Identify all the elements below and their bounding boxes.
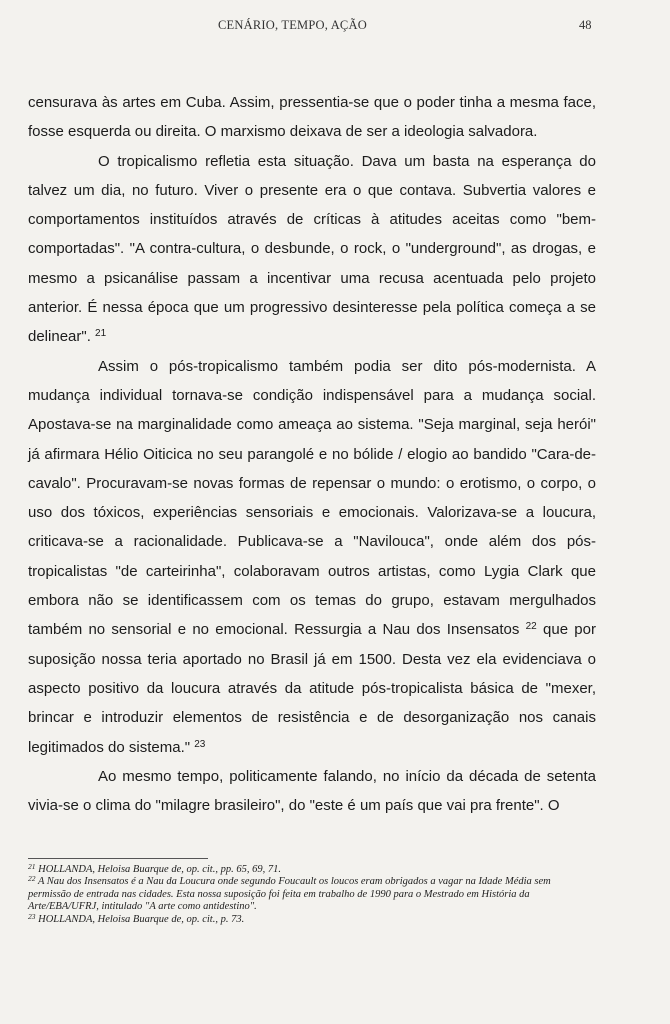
paragraph — [28, 88, 596, 147]
paragraph — [28, 352, 596, 762]
footnote — [28, 911, 596, 926]
footnote-text: HOLLANDA, Heloisa Buarque de, op. cit., p. 73. — [38, 913, 245, 925]
chapter-title: CENÁRIO, TEMPO, AÇÃO — [218, 18, 367, 32]
paragraph — [28, 762, 596, 821]
paragraph-text: censurava às artes em Cuba. Assim, pressentia-se que o poder tinha a mesma face, fosse esquerda ou direita. O marxismo deixava de ser a ideologia salvadora. — [28, 94, 596, 141]
footnote-ref: 22 — [525, 621, 537, 633]
footnote-text: A Nau dos Insensatos é a Nau da Loucura onde segundo Foucault os loucos eram obrigados a vagar na Idade Média sem permissão de entrada nas cidades. Esta nossa suposição foi feita em trabalho de 1990 para o Mestrado em História da Arte/EBA/UFRJ, intitulado "A arte como antidestino". — [28, 876, 551, 913]
body-text — [28, 88, 596, 820]
footnote-divider — [28, 858, 208, 859]
footnotes — [28, 864, 596, 926]
footnote-number: 23 — [28, 911, 36, 921]
running-header — [0, 18, 670, 38]
footnote-ref: 21 — [95, 328, 107, 340]
paragraph-text: O tropicalismo refletia esta situação. Dava um basta na esperança do talvez um dia, no futuro. Viver o presente era o que contava. Subvertia valores e comportamentos instituídos através de críticas à atitudes aceitas como "bem-comportadas". "A contra-cultura, o desbunde, o rock, o "underground", as drogas, e mesmo a psicanálise passam a incentivar uma recusa acentuada pelo projeto anterior. É nessa época que um progressivo desinteresse pela política começa a se delinear". — [28, 152, 596, 346]
footnote — [28, 864, 596, 876]
footnote-ref: 23 — [194, 738, 206, 750]
paragraph — [28, 147, 596, 352]
paragraph-text: que por suposição nossa teria aportado no Brasil já em 1500. Desta vez ela evidenciava o aspecto positivo da loucura através da atitude pós-tropicalista básica de "mexer, brincar e introduzir elementos de resistência e de desorganização nos canais legitimados do sistema." — [28, 621, 596, 756]
page-number: 48 — [579, 18, 592, 32]
footnote-text: HOLLANDA, Heloisa Buarque de, op. cit., pp. 65, 69, 71. — [38, 864, 281, 875]
paragraph-text: Assim o pós-tropicalismo também podia ser dito pós-modernista. A mudança individual tornava-se condição indispensável para a mudança social. Apostava-se na marginalidade como ameaça ao sistema. "Seja marginal, seja herói" já afirmara Hélio Oiticica no seu parangolé e no bólide / elogio ao bandido "Cara-de-cavalo". Procuravam-se novas formas de repensar o mundo: o erotismo, o corpo, o uso dos tóxicos, experiências sensoriais e emocionais. Valorizava-se a loucura, criticava-se a racionalidade. Publicava-se a "Navilouca", onde além dos pós-tropicalistas "de carteirinha", colaboravam outros artistas, como Lygia Clark que embora não se identificassem com os temas do grupo, estavam mergulhados também no sensorial e no emocional. Ressurgia a Nau dos Insensatos — [28, 357, 596, 639]
paragraph-text: Ao mesmo tempo, politicamente falando, no início da década de setenta vivia-se o clima do "milagre brasileiro", do "este é um país que vai pra frente". O — [28, 767, 596, 815]
footnote-number: 21 — [28, 862, 36, 871]
footnote — [28, 876, 596, 913]
footnote-number: 22 — [28, 874, 36, 884]
